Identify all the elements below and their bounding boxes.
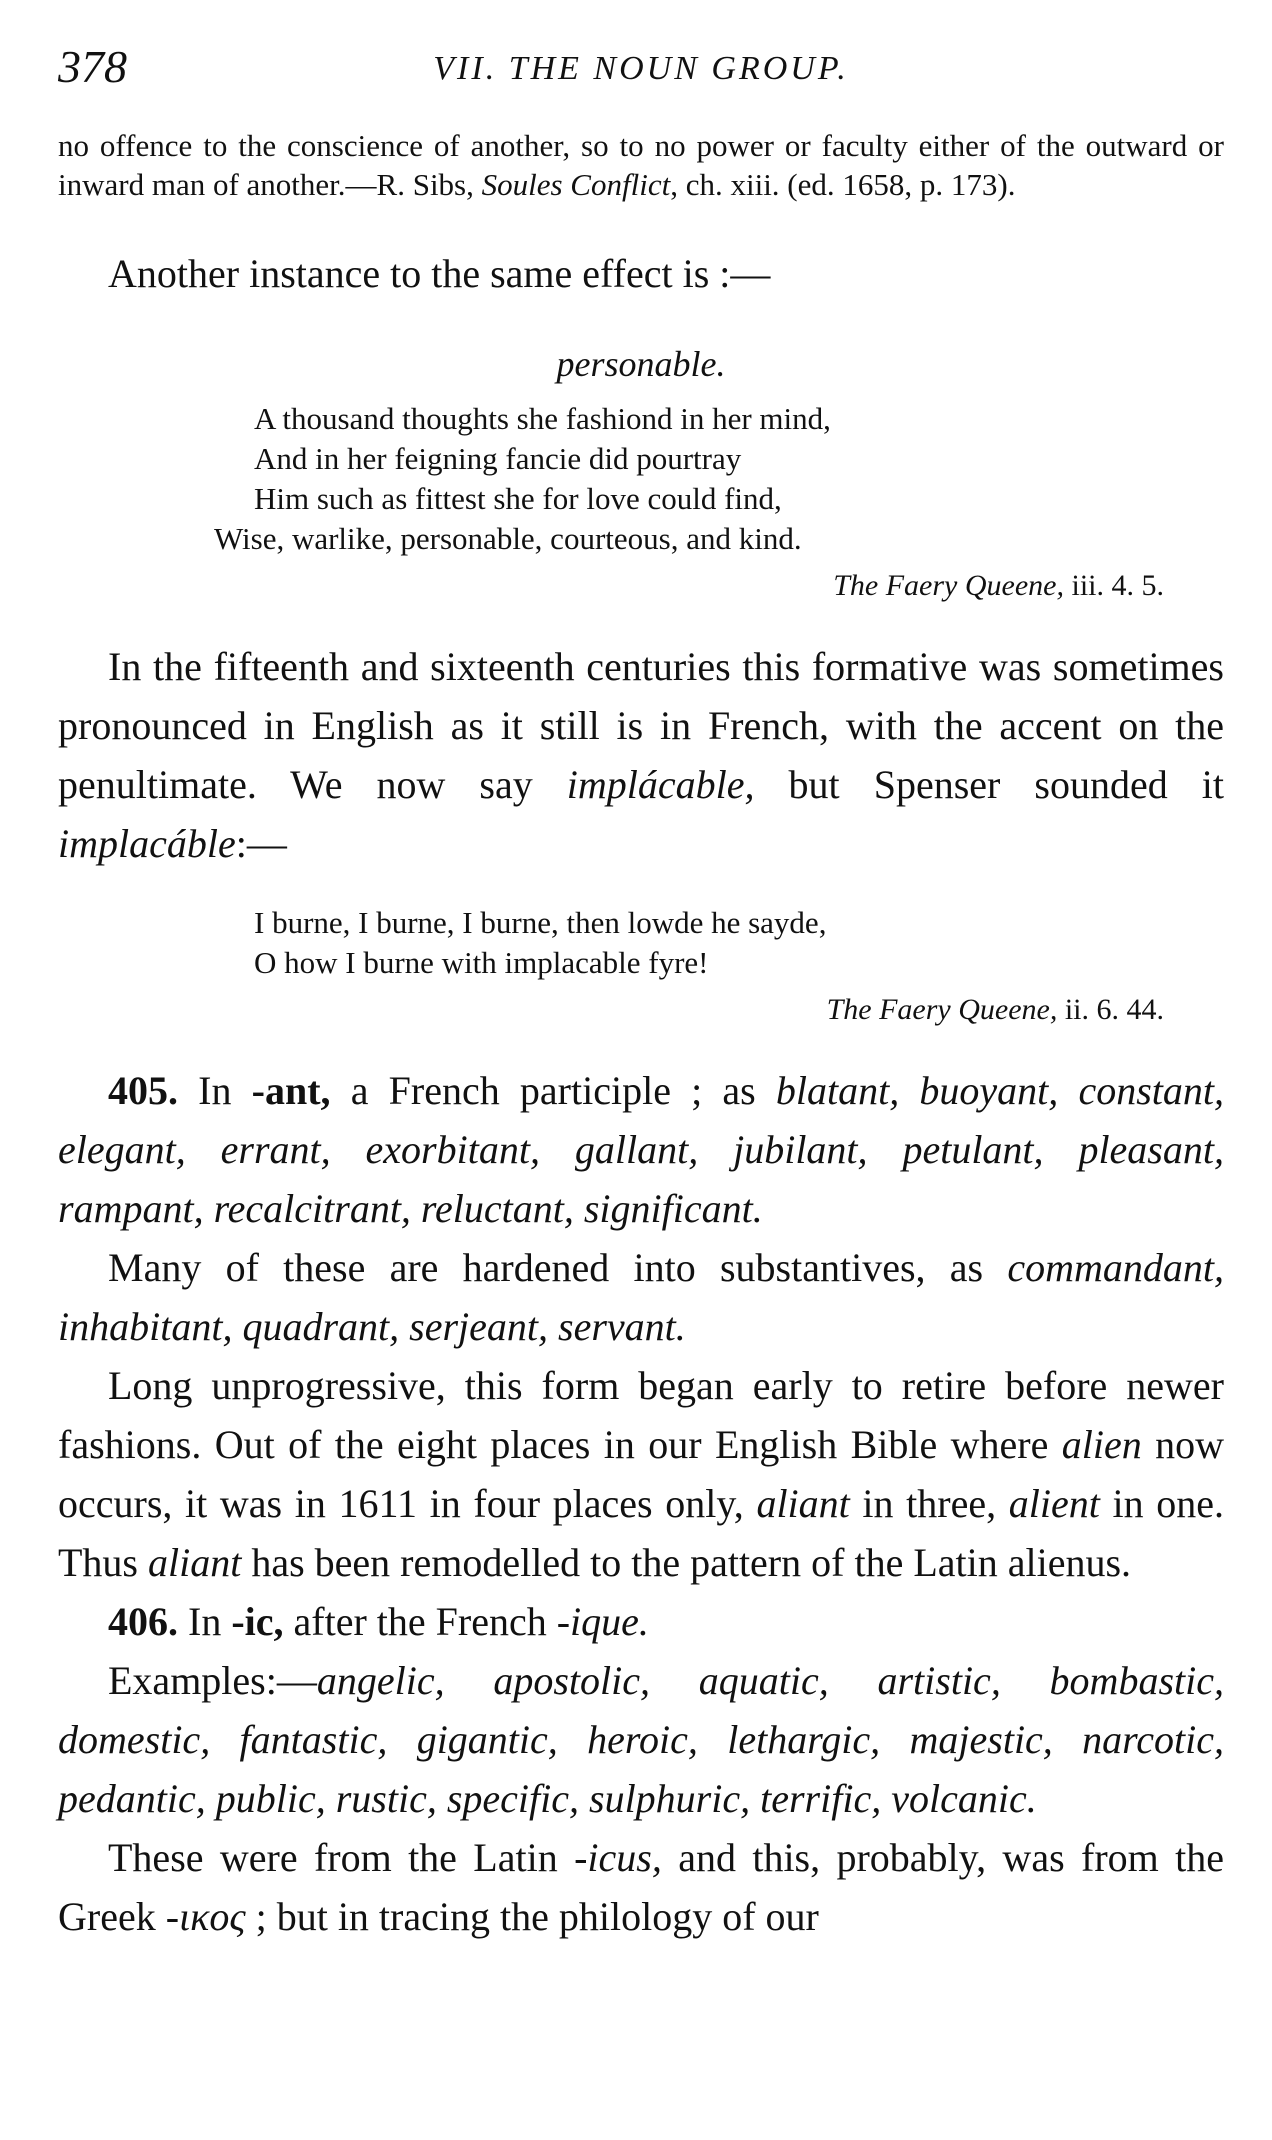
verse-line: A thousand thoughts she fashiond in her mind, <box>254 401 831 436</box>
paragraph-greek-origin <box>58 1828 1224 1946</box>
running-head: VII. THE NOUN GROUP. <box>433 50 849 87</box>
word-ique: -ique. <box>556 1599 649 1644</box>
citation-work: The Faery Queene, <box>826 993 1058 1026</box>
word-icus: -icus, <box>574 1835 662 1880</box>
word-ikos: -ικος <box>165 1894 246 1939</box>
text-run: :— <box>235 821 287 866</box>
verse-line: Him such as fittest she for love could find, <box>254 481 782 516</box>
suffix-ic: -ic, <box>231 1599 284 1644</box>
page-number: 378 <box>58 41 127 92</box>
word-implacable-modern: implácable, <box>566 762 755 807</box>
text-run: and this, probably, was from the Greek <box>58 1835 1224 1939</box>
citation-faery-queene-1 <box>58 569 1224 603</box>
text-run: has been remodelled to the pattern of the Latin alienus. <box>241 1540 1132 1585</box>
text-run: Long unprogressive, this form began early to retire before newer fashions. Out of the eight places in our English Bible where <box>58 1363 1224 1467</box>
text-run: a French participle ; as <box>330 1068 776 1113</box>
text-run: In the fifteenth and sixteenth centuries this formative was sometimes pronounced in English as it still is in French, with the accent on the penultimate. We now say <box>58 644 1224 807</box>
text-run: now occurs, it was in 1611 in four places only, <box>58 1422 1224 1526</box>
section-number: 406. <box>108 1599 178 1644</box>
verse-line: Wise, warlike, personable, courteous, and kind. <box>214 521 802 556</box>
word-alient: alient <box>1008 1481 1100 1526</box>
text-run: Many of these are hardened into substantives, as <box>108 1245 1008 1290</box>
section-406 <box>58 1592 1224 1651</box>
paragraph-instance: Another instance to the same effect is :— <box>108 251 771 296</box>
examples-substantives: commandant, inhabitant, quadrant, serjeant, servant. <box>58 1245 1224 1349</box>
examples-ant: blatant, buoyant, constant, elegant, errant, exorbitant, gallant, jubilant, petulant, pleasant, rampant, recalcitrant, reluctant, significant. <box>58 1068 1224 1231</box>
citation-location: ii. 6. 44. <box>1057 993 1164 1026</box>
word-implacable-spenser: implacáble <box>58 821 236 866</box>
suffix-ant: -ant, <box>251 1068 331 1113</box>
paragraph-examples-ic <box>58 1651 1224 1828</box>
section-405 <box>58 1061 1224 1238</box>
text-run: Examples:— <box>108 1658 317 1703</box>
text-run: in three, <box>849 1481 1009 1526</box>
examples-ic: angelic, apostolic, aquatic, artistic, bombastic, domestic, fantastic, gigantic, heroic, lethargic, majestic, narcotic, pedantic, public, rustic, specific, sulphuric, terrific, volcanic. <box>58 1658 1224 1821</box>
verse-block-implacable <box>58 903 1224 983</box>
verse-line: And in her feigning fancie did pourtray <box>254 441 742 476</box>
verse-line: O how I burne with implacable fyre! <box>254 945 709 980</box>
quote-reference: , ch. xiii. (ed. 1658, p. 173). <box>670 167 1016 202</box>
paragraph-substantives <box>58 1238 1224 1356</box>
paragraph-accent <box>58 637 1224 873</box>
quote-text: no offence to the conscience of another, so to no power or faculty either of the outward or inward man of another.—R. Sibs, <box>58 128 1224 202</box>
citation-location: iii. 4. 5. <box>1063 569 1164 602</box>
word-aliant: aliant <box>756 1481 850 1526</box>
quote-work-title: Soules Conflict <box>481 167 671 202</box>
verse-line: I burne, I burne, I burne, then lowde he sayde, <box>254 905 827 940</box>
paragraph-alien <box>58 1356 1224 1592</box>
text-run: These were from the Latin <box>108 1835 575 1880</box>
text-run: ; but in tracing the philology of our <box>245 1894 819 1939</box>
word-aliant: aliant <box>148 1540 242 1585</box>
text-run: In <box>178 1599 232 1644</box>
text-run: after the French <box>283 1599 557 1644</box>
section-number: 405. <box>108 1068 178 1113</box>
citation-faery-queene-2 <box>58 993 1224 1027</box>
quote-continuation <box>58 126 1224 204</box>
headword-personable: personable. <box>556 344 726 384</box>
citation-work: The Faery Queene, <box>833 569 1064 602</box>
page-header <box>58 40 1224 104</box>
text-run: in one. Thus <box>58 1481 1225 1585</box>
word-alien: alien <box>1061 1422 1142 1467</box>
text-run: In <box>178 1068 252 1113</box>
text-run: but Spenser sounded it <box>754 762 1224 807</box>
verse-block-personable <box>58 399 1224 559</box>
